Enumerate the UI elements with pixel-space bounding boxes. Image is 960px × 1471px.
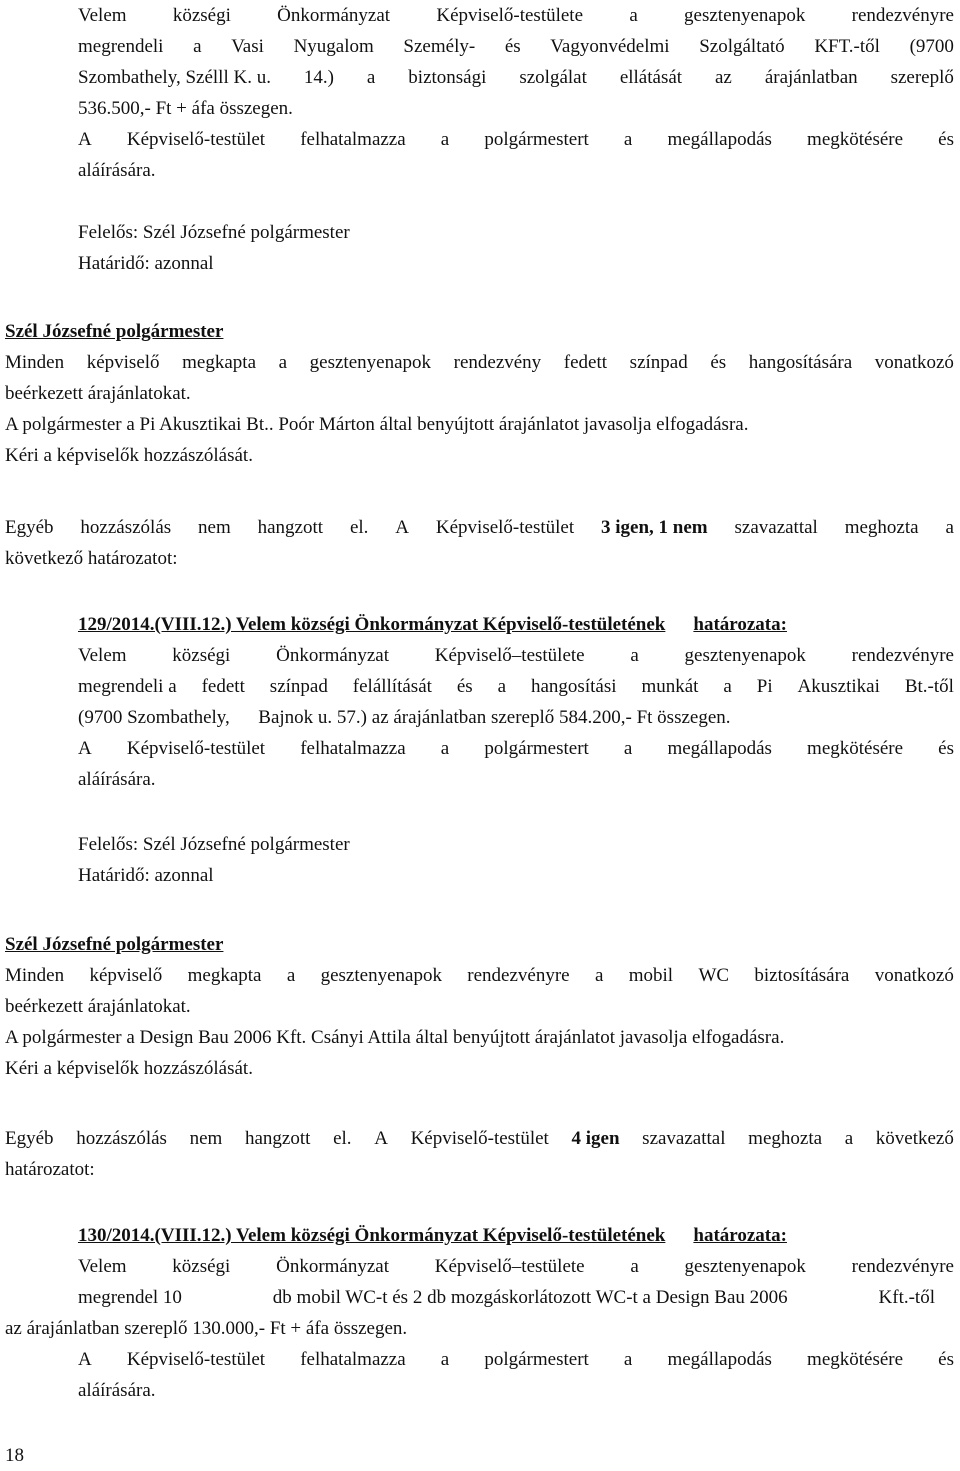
word: megkötésére — [807, 1349, 904, 1370]
responsibility-block — [78, 217, 954, 279]
word: megállapodás — [667, 1349, 772, 1370]
word: rendezvényre — [467, 965, 570, 986]
word: és — [938, 738, 954, 759]
word: hangosítására — [748, 352, 853, 373]
word: és — [938, 129, 954, 150]
word: megkötésére — [807, 738, 904, 759]
vote-line — [5, 512, 954, 543]
word: Képviselő-testület — [126, 1349, 266, 1370]
vote-count: 4 igen — [571, 1128, 620, 1149]
word: képviselő — [89, 965, 163, 986]
word: rendezvényre — [851, 1256, 954, 1277]
word: a — [497, 676, 507, 697]
text-line: beérkezett árajánlatokat. — [5, 996, 191, 1017]
word: felhatalmazza — [300, 129, 406, 150]
word: és — [456, 676, 473, 697]
word: Önkormányzat — [276, 645, 389, 666]
word: gesztenyenapok — [684, 645, 806, 666]
deadline: Határidő: azonnal — [78, 865, 214, 886]
word: Velem — [78, 5, 127, 26]
text-line — [5, 347, 954, 378]
word: Önkormányzat — [277, 5, 391, 26]
word: Velem — [78, 1256, 127, 1277]
word: vonatkozó — [874, 352, 954, 373]
word: megkötésére — [807, 129, 904, 150]
word: gesztenyenapok — [309, 352, 432, 373]
word: Személy- — [403, 36, 476, 57]
word: a — [623, 1349, 633, 1370]
word: polgármestert — [484, 129, 589, 150]
word: 14.) — [303, 67, 334, 88]
text-line: Kéri a képviselők hozzászólását. — [5, 1058, 253, 1079]
resolution-129 — [78, 609, 954, 795]
word: (9700 — [909, 36, 954, 57]
word: nem — [198, 517, 231, 538]
text-line — [78, 671, 954, 702]
word: Képviselő-testület — [435, 517, 575, 538]
responsible-person: Felelős: Szél Józsefné polgármester — [78, 222, 350, 243]
word: A — [78, 129, 92, 150]
word: és — [938, 1349, 954, 1370]
text-line — [78, 62, 954, 93]
responsible-person: Felelős: Szél Józsefné polgármester — [78, 834, 350, 855]
resolution-continuation — [78, 0, 954, 186]
text-line — [78, 31, 954, 62]
responsibility-block — [78, 829, 954, 891]
word: WC — [698, 965, 730, 986]
word: községi — [172, 1256, 231, 1277]
word: és — [710, 352, 727, 373]
word: A — [395, 517, 410, 538]
word: képviselő — [86, 352, 160, 373]
word: a — [623, 738, 633, 759]
word: a — [286, 965, 296, 986]
resolution-number: 129/2014.(VIII.12.) Velem községi Önkormányzat Képviselő-testületének — [78, 614, 666, 635]
text-line: következő határozatot: — [5, 548, 178, 569]
word: db mobil WC-t és 2 db mozgáskorlátozott WC-t a Design Bau 2006 — [272, 1287, 788, 1308]
word: munkát — [641, 676, 699, 697]
word: árajánlatban — [764, 67, 858, 88]
resolution-130 — [5, 1220, 954, 1406]
word: Nyugalom — [293, 36, 374, 57]
text-line: A polgármester a Design Bau 2006 Kft. Csányi Attila által benyújtott árajánlatot javasolja elfogadásra. — [5, 1027, 785, 1048]
word: Akusztikai — [797, 676, 880, 697]
text-line — [5, 960, 954, 991]
resolution-title — [78, 1220, 954, 1251]
text-line: az árajánlatban szereplő 130.000,- Ft + áfa összegen. — [5, 1318, 408, 1339]
text-line: aláírására. — [78, 769, 156, 790]
word: biztosítására — [754, 965, 850, 986]
word: szavazattal — [642, 1128, 726, 1149]
word: Egyéb — [5, 517, 54, 538]
word: a — [629, 5, 638, 26]
word: felállítását — [352, 676, 432, 697]
word: polgármestert — [484, 1349, 589, 1370]
word: a — [278, 352, 288, 373]
text-line: Kéri a képviselők hozzászólását. — [5, 445, 253, 466]
word: fedett — [563, 352, 608, 373]
word: rendezvényre — [851, 645, 954, 666]
word: a — [193, 36, 202, 57]
word: A — [374, 1128, 388, 1149]
word: a — [440, 1349, 450, 1370]
word: Bt.-től — [904, 676, 954, 697]
word: Képviselő-testület — [126, 738, 266, 759]
resolution-number: 130/2014.(VIII.12.) Velem községi Önkormányzat Képviselő-testületének — [78, 1225, 666, 1246]
word: polgármestert — [484, 738, 589, 759]
word: Velem — [78, 645, 127, 666]
word: hozzászólás — [80, 517, 172, 538]
word: Pi — [756, 676, 773, 697]
speaker-heading: Szél Józsefné polgármester — [5, 321, 224, 342]
word: hangzott — [244, 1128, 311, 1149]
word: gesztenyenapok — [684, 1256, 806, 1277]
word: gesztenyenapok — [684, 5, 806, 26]
text-line: aláírására. — [78, 160, 156, 181]
vote-line — [5, 1123, 954, 1154]
word: szolgálat — [519, 67, 587, 88]
word: Egyéb — [5, 1128, 54, 1149]
word: megrendeli — [78, 36, 164, 57]
text-line — [78, 1282, 935, 1313]
word: mobil — [628, 965, 674, 986]
word: szereplő — [890, 67, 954, 88]
vote-count: 3 igen, 1 nem — [601, 517, 708, 538]
word: a — [623, 129, 633, 150]
word: megrendel 10 — [78, 1287, 182, 1308]
word: következő — [875, 1128, 954, 1149]
word: ellátását — [619, 67, 683, 88]
word: a — [440, 738, 450, 759]
vote-result — [5, 512, 954, 574]
word: Minden — [5, 352, 65, 373]
word: felhatalmazza — [300, 738, 406, 759]
text-line: (9700 Szombathely, Bajnok u. 57.) az árajánlatban szereplő 584.200,- Ft összegen. — [78, 707, 731, 728]
word: Szolgáltató — [699, 36, 785, 57]
vote-result — [5, 1123, 954, 1185]
text-line: A polgármester a Pi Akusztikai Bt.. Poór Márton által benyújtott árajánlatot javasolja elfogadásra. — [5, 414, 749, 435]
word: megrendeli a — [78, 676, 177, 697]
word: fedett — [201, 676, 245, 697]
text-line — [78, 733, 954, 764]
deadline: Határidő: azonnal — [78, 253, 214, 274]
word: Képviselő-testülete — [436, 5, 584, 26]
resolution-title — [78, 609, 954, 640]
word: rendezvényre — [851, 5, 954, 26]
agenda-item — [5, 929, 954, 1084]
word: Képviselő–testülete — [434, 1256, 585, 1277]
word: a — [630, 1256, 639, 1277]
text-line: aláírására. — [78, 1380, 156, 1401]
word: Minden — [5, 965, 65, 986]
word: vonatkozó — [874, 965, 954, 986]
word: megállapodás — [667, 129, 772, 150]
agenda-item — [5, 316, 954, 471]
word: Képviselő-testület — [126, 129, 266, 150]
word: hozzászólás — [76, 1128, 167, 1149]
page-number: 18 — [5, 1445, 24, 1466]
word: megkapta — [187, 965, 262, 986]
text-line — [78, 0, 954, 31]
text-line — [78, 124, 954, 155]
word: KFT.-től — [814, 36, 880, 57]
word: megkapta — [182, 352, 257, 373]
word: Önkormányzat — [276, 1256, 389, 1277]
word: községi — [172, 5, 231, 26]
word: meghozta — [748, 1128, 823, 1149]
word: színpad — [629, 352, 688, 373]
word: a — [440, 129, 450, 150]
word: a — [945, 517, 954, 538]
word: az — [715, 67, 732, 88]
text-line — [78, 1344, 954, 1375]
speaker-heading: Szél Józsefné polgármester — [5, 934, 224, 955]
word: a — [366, 67, 376, 88]
text-line: határozatot: — [5, 1159, 95, 1180]
word: Kft.-től — [878, 1287, 935, 1308]
resolution-label: határozata: — [693, 1225, 787, 1246]
word: a — [844, 1128, 854, 1149]
word: Vasi — [231, 36, 264, 57]
word: Vagyonvédelmi — [550, 36, 670, 57]
text-line — [78, 1251, 954, 1282]
word: A — [78, 1349, 92, 1370]
word: rendezvény — [453, 352, 542, 373]
word: meghozta — [844, 517, 919, 538]
word: Képviselő-testület — [410, 1128, 549, 1149]
word: a — [630, 645, 639, 666]
word: községi — [172, 645, 231, 666]
word: gesztenyenapok — [320, 965, 442, 986]
word: színpad — [269, 676, 328, 697]
word: a — [594, 965, 604, 986]
word: felhatalmazza — [300, 1349, 406, 1370]
word: nem — [189, 1128, 223, 1149]
text-line — [78, 640, 954, 671]
word: el. — [333, 1128, 352, 1149]
word: megállapodás — [667, 738, 772, 759]
word: A — [78, 738, 92, 759]
word: hangosítási — [531, 676, 617, 697]
word: a — [723, 676, 732, 697]
word: és — [504, 36, 521, 57]
resolution-label: határozata: — [693, 614, 787, 635]
word: Képviselő–testülete — [434, 645, 585, 666]
text-line: 536.500,- Ft + áfa összegen. — [78, 98, 293, 119]
word: biztonsági — [408, 67, 487, 88]
word: hangzott — [257, 517, 324, 538]
word: Szombathely, Szélll K. u. — [78, 67, 271, 88]
text-line: beérkezett árajánlatokat. — [5, 383, 191, 404]
word: el. — [349, 517, 369, 538]
word: szavazattal — [734, 517, 818, 538]
